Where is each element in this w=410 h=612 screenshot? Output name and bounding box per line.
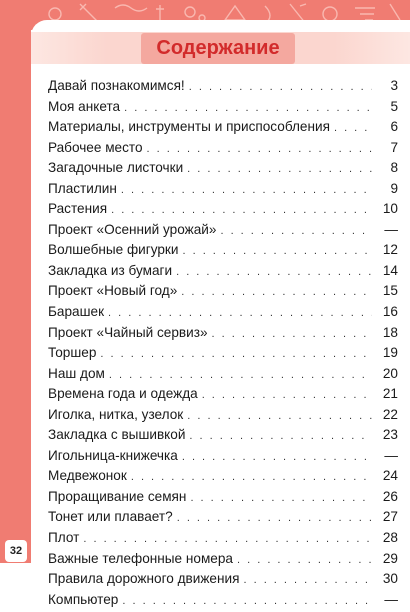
toc-entry <box>48 509 398 530</box>
toc-entry <box>48 448 398 469</box>
toc-entry-page: 29 <box>382 550 398 566</box>
toc-entry-page: 9 <box>390 180 398 196</box>
toc-entry-title: Закладка из бумаги <box>48 262 173 278</box>
toc-entry <box>48 530 398 551</box>
toc-leader-dots <box>131 471 372 483</box>
toc-entry-title: Тонет или плавает? <box>48 509 173 525</box>
toc-entry-title: Компьютер <box>48 591 119 607</box>
toc-entry-page: 18 <box>382 324 398 340</box>
toc-entry-title: Барашек <box>48 304 105 320</box>
toc-entry-page: 27 <box>382 509 398 525</box>
toc-entry <box>48 468 398 489</box>
toc-entry-page: 20 <box>382 365 398 381</box>
toc-leader-dots <box>177 512 372 524</box>
toc-entry-title: Проращивание семян <box>48 488 187 504</box>
toc-entry-title: Волшебные фигурки <box>48 242 179 258</box>
toc-entry <box>48 571 398 592</box>
toc-entry-page: 14 <box>382 262 398 278</box>
toc-entry-title: Моя анкета <box>48 98 121 114</box>
toc-entry-title: Важные телефонные номера <box>48 550 233 566</box>
toc-entry <box>48 345 398 366</box>
toc-entry-page: 23 <box>382 427 398 443</box>
toc-entry-title: Рабочее место <box>48 139 143 155</box>
toc-entry-page: 22 <box>382 406 398 422</box>
toc-leader-dots <box>212 328 372 340</box>
toc-entry <box>48 592 398 612</box>
toc-entry <box>48 99 398 120</box>
toc-entry-title: Торшер <box>48 345 97 361</box>
toc-entry <box>48 304 398 325</box>
toc-leader-dots <box>334 122 372 134</box>
toc-entry-page: 24 <box>382 468 398 484</box>
toc-leader-dots <box>202 389 372 401</box>
toc-entry-page: 16 <box>382 304 398 320</box>
toc-entry-title: Давай познакомимся! <box>48 78 185 93</box>
toc-entry-title: Проект «Новый год» <box>48 283 178 299</box>
toc-entry <box>48 407 398 428</box>
toc-entry-page: 28 <box>382 530 398 546</box>
toc-leader-dots <box>243 574 372 586</box>
left-decorative-band <box>0 0 31 563</box>
toc-leader-dots <box>182 245 372 257</box>
toc-leader-dots <box>121 184 372 196</box>
toc-entry-title: Наш дом <box>48 365 105 381</box>
toc-entry-title: Игольница-книжечка <box>48 447 178 463</box>
toc-entry-title: Проект «Осенний урожай» <box>48 221 217 237</box>
toc-entry-page: — <box>384 447 398 463</box>
toc-entry-page: 15 <box>382 283 398 299</box>
toc-entry-page: — <box>384 591 398 607</box>
toc-entry <box>48 140 398 161</box>
toc-leader-dots <box>189 430 372 442</box>
toc-entry-title: Плот <box>48 530 80 546</box>
toc-entry-page: 26 <box>382 488 398 504</box>
page-title-box <box>141 33 295 64</box>
toc-leader-dots <box>189 81 372 93</box>
toc-entry <box>48 242 398 263</box>
toc-entry <box>48 201 398 222</box>
toc-entry-page: 3 <box>390 78 398 93</box>
table-of-contents <box>48 78 398 612</box>
toc-entry-title: Времена года и одежда <box>48 386 198 402</box>
toc-leader-dots <box>190 492 372 504</box>
toc-entry <box>48 325 398 346</box>
toc-leader-dots <box>100 348 372 360</box>
toc-entry <box>48 160 398 181</box>
toc-entry <box>48 489 398 510</box>
toc-entry-title: Материалы, инструменты и приспособления <box>48 119 330 135</box>
toc-entry <box>48 119 398 140</box>
toc-entry-page: 7 <box>390 139 398 155</box>
toc-leader-dots <box>147 143 372 155</box>
toc-entry-page: 21 <box>382 386 398 402</box>
toc-leader-dots <box>181 286 372 298</box>
toc-entry-page: 5 <box>390 98 398 114</box>
page-number: 32 <box>5 540 27 562</box>
toc-entry-title: Иголка, нитка, узелок <box>48 406 184 422</box>
toc-entry-page: 30 <box>382 571 398 587</box>
toc-entry <box>48 263 398 284</box>
toc-leader-dots <box>187 163 372 175</box>
toc-entry-page: 6 <box>390 119 398 135</box>
toc-entry <box>48 386 398 407</box>
toc-leader-dots <box>237 554 372 566</box>
toc-entry <box>48 78 398 99</box>
toc-entry-title: Пластилин <box>48 180 117 196</box>
toc-leader-dots <box>187 410 372 422</box>
toc-entry <box>48 366 398 387</box>
toc-leader-dots <box>176 266 372 278</box>
toc-entry <box>48 181 398 202</box>
toc-leader-dots <box>108 307 372 319</box>
toc-entry <box>48 222 398 243</box>
toc-entry-page: 10 <box>382 201 398 217</box>
page-title: Содержание <box>156 37 280 59</box>
toc-entry-page: 12 <box>382 242 398 258</box>
toc-entry-title: Закладка с вышивкой <box>48 427 186 443</box>
toc-entry <box>48 283 398 304</box>
toc-leader-dots <box>111 204 372 216</box>
toc-leader-dots <box>83 533 372 545</box>
toc-leader-dots <box>182 451 372 463</box>
toc-entry-title: Растения <box>48 201 108 217</box>
toc-entry-page: 19 <box>382 345 398 361</box>
toc-entry-title: Проект «Чайный сервиз» <box>48 324 208 340</box>
toc-leader-dots <box>122 595 372 607</box>
toc-entry <box>48 551 398 572</box>
toc-entry-title: Медвежонок <box>48 468 127 484</box>
toc-entry-page: — <box>384 221 398 237</box>
toc-entry-page: 8 <box>390 160 398 176</box>
toc-leader-dots <box>220 225 372 237</box>
toc-leader-dots <box>124 102 372 114</box>
toc-entry-title: Правила дорожного движения <box>48 571 240 587</box>
toc-entry-title: Загадочные листочки <box>48 160 184 176</box>
toc-entry <box>48 427 398 448</box>
toc-leader-dots <box>109 369 372 381</box>
